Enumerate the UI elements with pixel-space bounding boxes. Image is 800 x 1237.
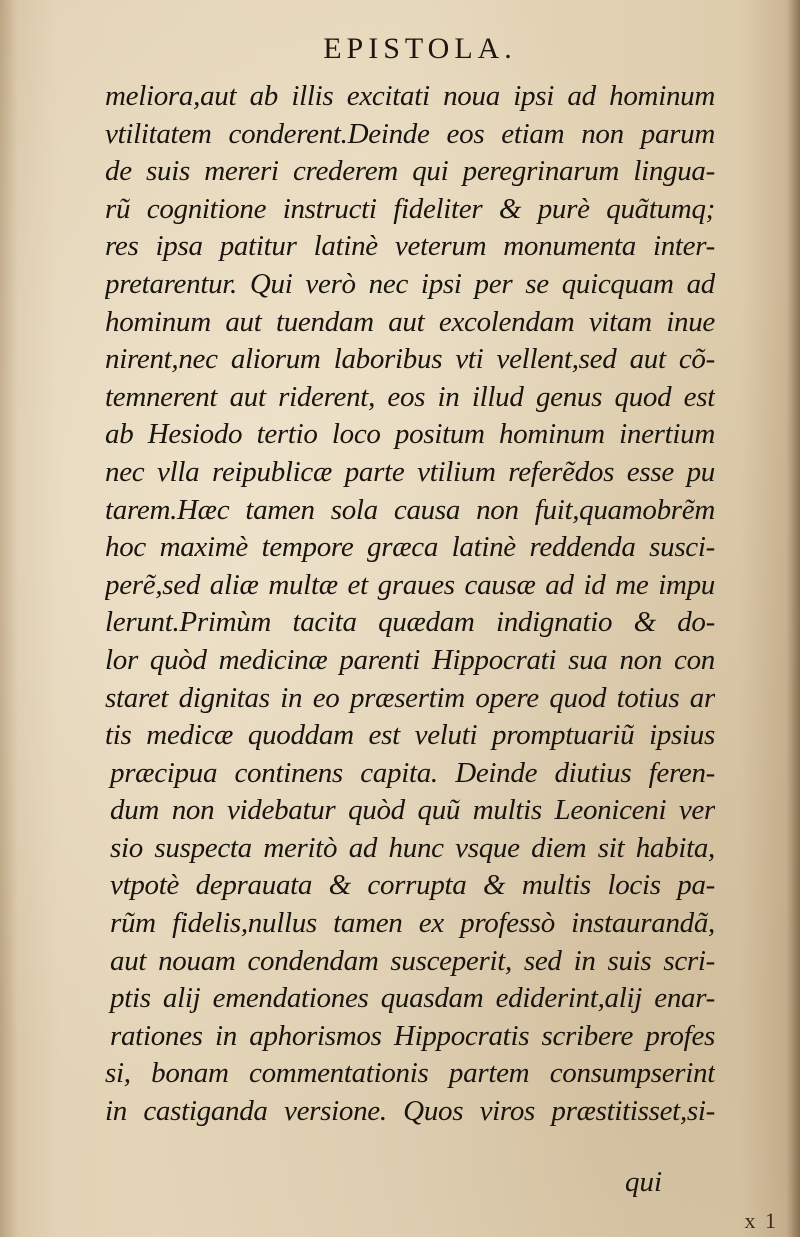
text-line: in castiganda versione. Quos viros præstitisset,si- [105, 1095, 715, 1128]
text-line: si, bonam commentationis partem consumpserint [105, 1057, 715, 1090]
text-line: pretarentur. Qui verò nec ipsi per se quicquam ad [105, 267, 715, 300]
text-line: perẽ,sed aliæ multæ et graues causæ ad id me impu [105, 568, 715, 601]
text-line: rationes in aphorismos Hippocratis scribere profes [110, 1019, 715, 1052]
text-line: de suis mereri crederem qui peregrinarum lingua- [105, 155, 715, 188]
text-line: dum non videbatur quòd quũ multis Leoniceni ver [110, 794, 715, 827]
page-edge-shadow [786, 0, 800, 1237]
signature-mark: x 1 [744, 1208, 778, 1233]
running-head: EPISTOLA. [323, 32, 517, 65]
text-line: rũm fidelis,nullus tamen ex professò instaurandã, [110, 907, 715, 940]
text-line: præcipua continens capita. Deinde diutius feren- [110, 756, 715, 789]
text-line: ptis alij emendationes quasdam ediderint,alij enar- [110, 982, 715, 1015]
text-line: vtilitatem conderent.Deinde eos etiam non parum [105, 117, 715, 150]
text-line: staret dignitas in eo præsertim opere quod totius ar [105, 681, 715, 714]
text-line: hoc maximè tempore græca latinè reddenda susci- [105, 531, 715, 564]
text-line: hominum aut tuendam aut excolendam vitam inue [105, 305, 715, 338]
text-line: rũ cognitione instructi fideliter & purè quãtumq; [105, 192, 715, 225]
text-line: nec vlla reipublicæ parte vtilium referẽdos esse pu [105, 455, 715, 488]
text-line: meliora,aut ab illis excitati noua ipsi ad hominum [105, 80, 715, 112]
text-line: temnerent aut riderent, eos in illud genus quod est [105, 380, 715, 413]
text-line: nirent,nec aliorum laboribus vti vellent,sed aut cõ- [105, 343, 715, 376]
text-line: sio suspecta meritò ad hunc vsque diem sit habita, [110, 831, 715, 864]
text-line: vtpotè deprauata & corrupta & multis locis pa- [110, 869, 715, 902]
catchword: qui [624, 1166, 662, 1198]
text-line: ab Hesiodo tertio loco positum hominum inertium [105, 418, 715, 451]
text-line: tarem.Hæc tamen sola causa non fuit,quamobrẽm [105, 493, 715, 526]
text-line: res ipsa patitur latinè veterum monumenta inter- [105, 230, 715, 263]
body-text [105, 78, 715, 1131]
text-line: tis medicæ quoddam est veluti promptuariũ ipsius [105, 719, 715, 752]
text-line: lerunt.Primùm tacita quædam indignatio & do- [105, 606, 715, 639]
text-line: lor quòd medicinæ parenti Hippocrati sua non con [105, 643, 715, 676]
text-line: aut nouam condendam susceperit, sed in suis scri- [110, 944, 715, 977]
